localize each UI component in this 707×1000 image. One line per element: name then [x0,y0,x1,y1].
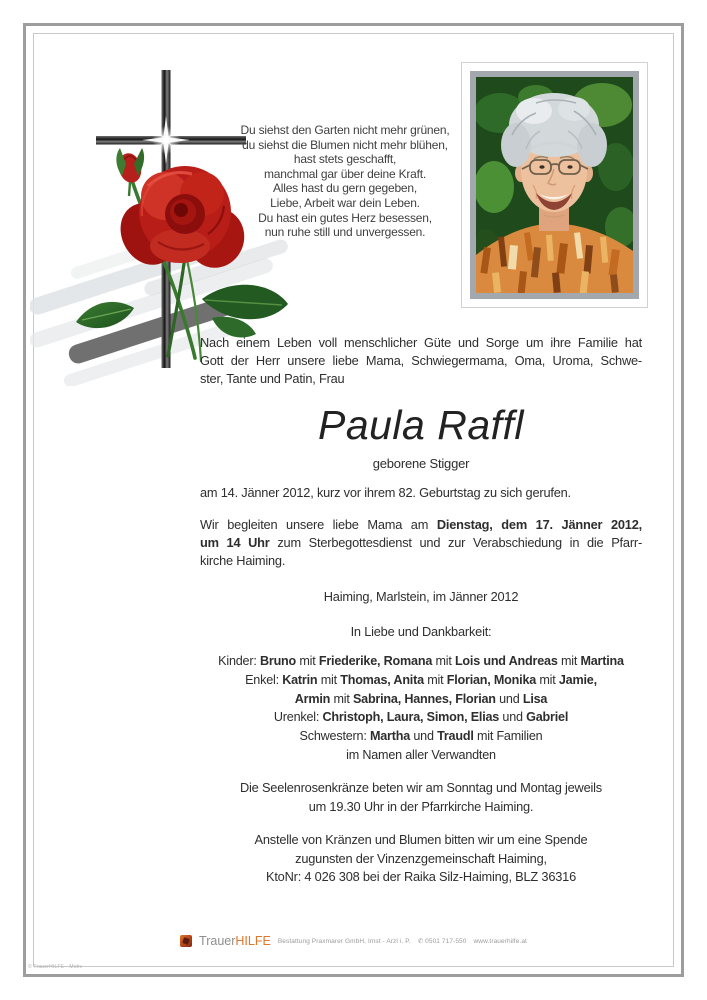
in-love-heading: In Liebe und Dankbarkeit: [350,624,492,639]
motif-copyright: © TrauerHILFE · Motiv [28,964,83,970]
funeral-home-footer [23,931,684,951]
portrait-photo [470,71,639,299]
intro-paragraph: Nach einem Leben voll menschlicher Güte und Sorge um ihre Familie hat Gott der Herr unsere liebe Mama, Schwiegermama, Oma, Uroma, Schwe- ster, Tante und Patin, Frau [200,335,642,387]
phone-number: 0501 717-550 [425,938,467,945]
ceremony-paragraph: Wir begleiten unsere liebe Mama am Dienstag, dem 17. Jänner 2012, um 14 Uhr zum Sterbegottesdienst und zur Verabschiedung in die Pfarr- kirche Haiming. [200,517,642,569]
phone-icon: ✆ [417,938,424,945]
portrait-illustration [476,77,633,293]
sparkle-icon [142,116,190,164]
rosary-notice: Die Seelenrosenkränze beten wir am Sonntag und Montag jeweils um 19.30 Uhr in der Pfarrkirche Haiming. [240,780,602,814]
funeral-home-company: Bestattung Praxmarer GmbH, Imst - Arzl i. P. [277,937,411,945]
website-text: www.trauerhilfe.at [473,937,527,945]
family-list: Kinder: Bruno mit Friederike, Romana mit Lois und Andreas mit Martina Enkel: Katrin mit Thomas, Anita mit Florian, Monika mit Jamie, Armin mit Sabrina, Hannes, Florian und Lisa Urenkel: Christoph, Laura, Simon, Elias und Gabriel Schwestern: Martha und Traudl mit Familien im Namen aller Verwandten [218,654,624,762]
rose-bud [116,148,145,196]
donation-notice: Anstelle von Kränzen und Blumen bitten wir um eine Spende zugunsten der Vinzenzgemeinschaft Haiming, KtoNr: 4 026 308 bei der Raika Silz-Haiming, BLZ 36316 [254,832,588,884]
portrait-photo-frame [461,62,648,308]
phone-line [418,937,467,945]
death-date-line: am 14. Jänner 2012, kurz vor ihrem 82. Geburtstag zu sich gerufen. [200,485,571,500]
place-date-line: Haiming, Marlstein, im Jänner 2012 [323,589,519,604]
memorial-poem: Du siehst den Garten nicht mehr grünen, du siehst die Blumen nicht mehr blühen, hast stets geschafft, manchmal gar über deine Kraft. Alles hast du gern gegeben, Liebe, Arbeit war dein Leben. Du hast ein gutes Herz besessen, nun ruhe still und unvergessen. [240,123,450,240]
trauerhilfe-logo-icon [180,935,192,947]
trauerhilfe-wordmark: TrauerHILFE [199,934,271,948]
deceased-name: Paula Raffl [317,402,525,448]
maiden-name: geborene Stigger [372,456,470,471]
